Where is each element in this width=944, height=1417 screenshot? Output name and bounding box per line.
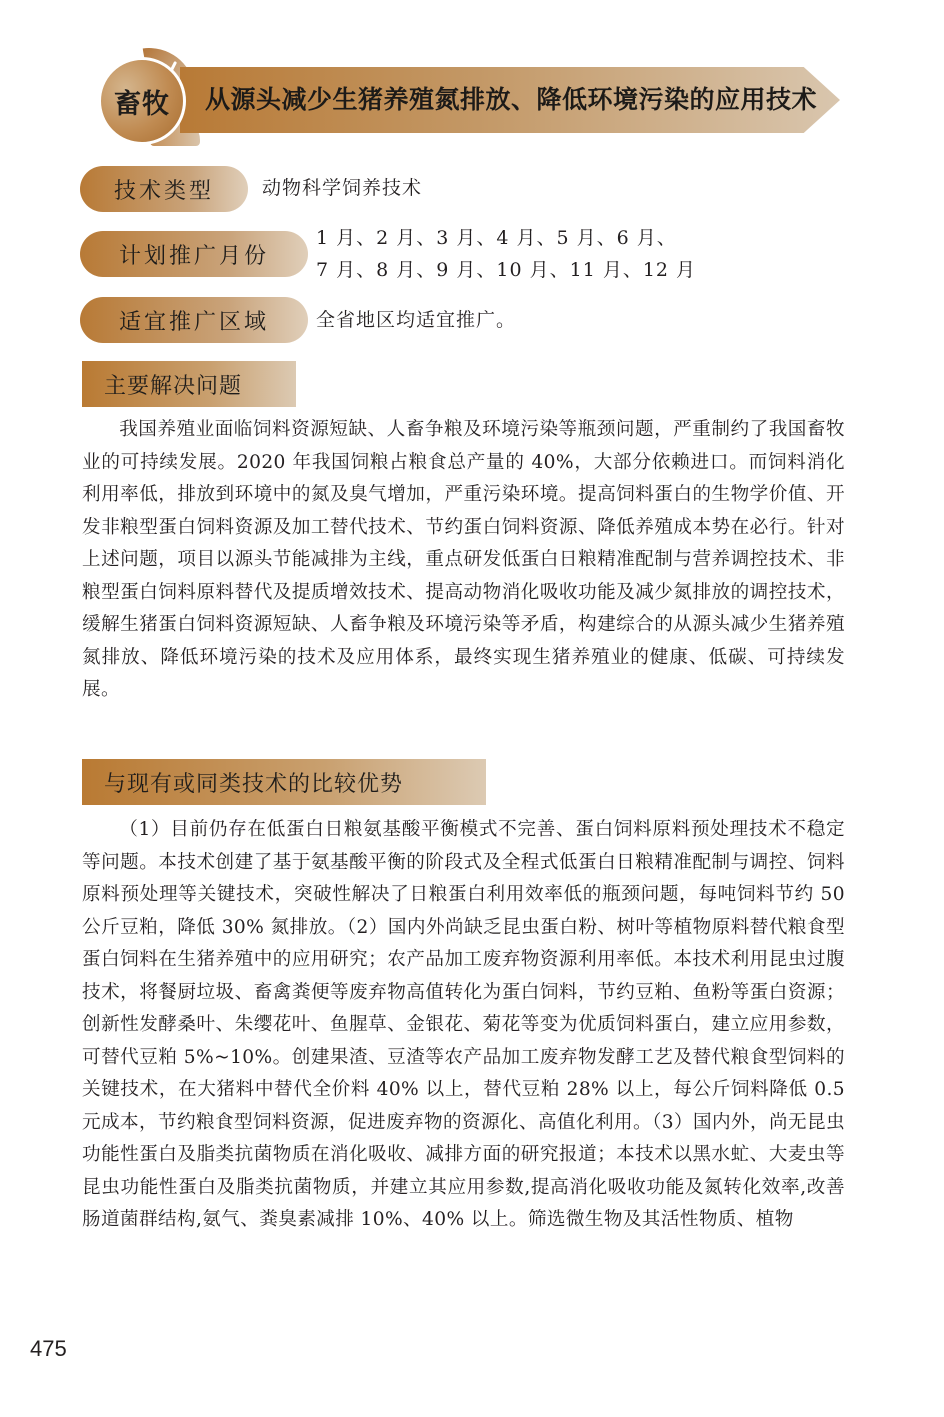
- months-value: [316, 222, 696, 286]
- section-heading-problems: 主要解决问题: [82, 361, 296, 407]
- section-heading-advantages: 与现有或同类技术的比较优势: [82, 759, 486, 805]
- tech-type-value: 动物科学饲养技术: [262, 177, 423, 199]
- category-badge: [98, 57, 186, 145]
- page-number: 475: [30, 1336, 67, 1361]
- months-line-2: 7 月、8 月、9 月、10 月、11 月、12 月: [316, 259, 697, 281]
- region-label: 适宜推广区域: [80, 297, 308, 343]
- section-body-advantages: （1）目前仍存在低蛋白日粮氨基酸平衡模式不完善、蛋白饲料原料预处理技术不稳定等问题。本技术创建了基于氨基酸平衡的阶段式及全程式低蛋白日粮精准配制与调控、饲料原料预处理等关键技术，突破性解决了日粮蛋白利用效率低的瓶颈问题，每吨饲料节约 50 公斤豆粕，降低 30% 氮排放。（2）国内外尚缺乏昆虫蛋白粉、树叶等植物原料替代粮食型蛋白饲料在生猪养殖中的应用研究；农产品加工废弃物资源利用率低。本技术利用昆虫过腹技术，将餐厨垃圾、畜禽粪便等废弃物高值转化为蛋白饲料，节约豆粕、鱼粉等蛋白资源；创新性发酵桑叶、朱缨花叶、鱼腥草、金银花、菊花等变为优质饲料蛋白，建立应用参数，可替代豆粕 5%~10%。创建果渣、豆渣等农产品加工废弃物发酵工艺及替代粮食型饲料的关键技术，在大猪料中替代全价料 40% 以上，替代豆粕 28% 以上，每公斤饲料降低 0.5 元成本，节约粮食型饲料资源，促进废弃物的资源化、高值化利用。（3）国内外，尚无昆虫功能性蛋白及脂类抗菌物质在消化吸收、减排方面的研究报道；本技术以黑水虻、大麦虫等昆虫功能性蛋白及脂类抗菌物质，并建立其应用参数,提高消化吸收功能及氮转化效率,改善肠道菌群结构,氨气、粪臭素减排 10%、40% 以上。筛选微生物及其活性物质、植物: [82, 819, 845, 1230]
- page-title: 从源头减少生猪养殖氮排放、降低环境污染的应用技术: [205, 85, 818, 114]
- months-label: 计划推广月份: [80, 231, 308, 277]
- tech-type-label: 技术类型: [80, 166, 248, 212]
- section-body-problems: 我国养殖业面临饲料资源短缺、人畜争粮及环境污染等瓶颈问题，严重制约了我国畜牧业的可持续发展。2020 年我国饲粮占粮食总产量的 40%，大部分依赖进口。而饲料消化利用率低，排放到环境中的氮及臭气增加，严重污染环境。提高饲料蛋白的生物学价值、开发非粮型蛋白饲料资源及加工替代技术、节约蛋白饲料资源、降低养殖成本势在必行。针对上述问题，项目以源头节能减排为主线，重点研发低蛋白日粮精准配制与营养调控技术、非粮型蛋白饲料原料替代及提质增效技术、提高动物消化吸收功能及减少氮排放的调控技术，缓解生猪蛋白饲料资源短缺、人畜争粮及环境污染等矛盾，构建综合的从源头减少生猪养殖氮排放、降低环境污染的技术及应用体系，最终实现生猪养殖业的健康、低碳、可持续发展。: [82, 419, 845, 700]
- region-value: 全省地区均适宜推广。: [316, 309, 517, 331]
- category-badge-label: 畜牧: [114, 88, 170, 120]
- months-line-1: 1 月、2 月、3 月、4 月、5 月、6 月、: [316, 227, 677, 249]
